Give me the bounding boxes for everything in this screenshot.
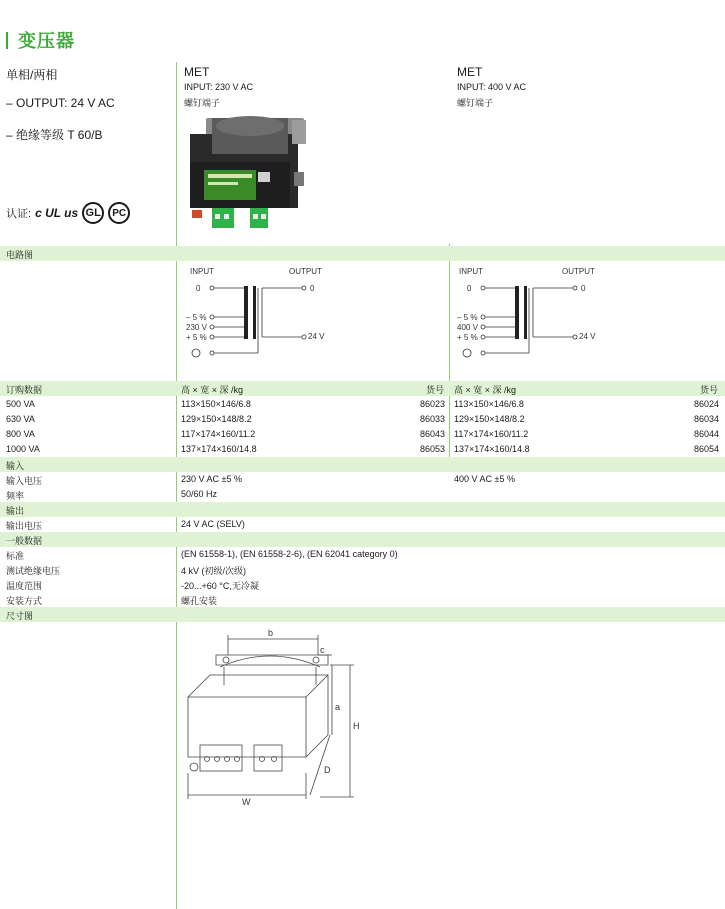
- circuit-diagram-400v: [455, 264, 615, 364]
- dim-b: b: [268, 628, 274, 638]
- order-dims-1: 113×150×146/6.8: [181, 399, 251, 409]
- spec-row: [0, 547, 725, 562]
- dim-c: c: [320, 645, 325, 655]
- order-power: 630 VA: [6, 414, 35, 424]
- spec-label: 输出电压: [6, 521, 43, 531]
- spec-label: 输入电压: [6, 476, 43, 486]
- order-power: 1000 VA: [6, 444, 40, 454]
- section-circuit: [0, 246, 725, 261]
- order-row: [0, 397, 725, 412]
- section-general-label: 一般数据: [6, 536, 43, 546]
- section-input: [0, 457, 725, 472]
- section-input-label: 输入: [6, 461, 25, 471]
- spec-value-1: -20...+60 °C,无冷凝: [181, 581, 259, 591]
- spec-row: [0, 472, 725, 487]
- order-dims-2: 117×174×160/11.2: [454, 429, 529, 439]
- dim-W: W: [242, 797, 251, 805]
- order-power: 800 VA: [6, 429, 35, 439]
- spec-value-1: 50/60 Hz: [181, 489, 218, 499]
- section-order-label: 订购数据: [6, 385, 43, 395]
- title-bar: [6, 32, 8, 49]
- order-dims-1: 137×174×160/14.8: [181, 444, 257, 454]
- circuit1-out0: 0: [310, 284, 315, 293]
- spec-value-2: 400 V AC ±5 %: [454, 474, 515, 484]
- output-spec: – OUTPUT: 24 V AC: [6, 96, 115, 110]
- spec-value-1: 24 V AC (SELV): [181, 519, 245, 529]
- spec-value-1: 230 V AC ±5 %: [181, 474, 242, 484]
- circuit2-input-label: INPUT: [459, 267, 483, 276]
- ul-cert-icon: c UL us: [35, 206, 79, 220]
- spec-label: 测试绝缘电压: [6, 566, 61, 576]
- product1-input: INPUT: 230 V AC: [184, 82, 254, 92]
- spec-row: [0, 562, 725, 577]
- order-dims-1: 129×150×148/8.2: [181, 414, 252, 424]
- spec-label: 标准: [6, 551, 25, 561]
- circuit2-m5: – 5 %: [457, 313, 478, 322]
- order-dims-1: 117×174×160/11.2: [181, 429, 256, 439]
- order-dims-2: 129×150×148/8.2: [454, 414, 525, 424]
- spec-value-1: (EN 61558-1), (EN 61558-2-6), (EN 62041 category 0): [181, 549, 398, 559]
- gl-cert-icon: GL: [82, 202, 104, 224]
- title-text: 变压器: [18, 31, 75, 51]
- spec-label: 安装方式: [6, 596, 43, 606]
- order-part-header-2: 货号: [700, 385, 719, 395]
- circuit2-in0: 0: [467, 284, 472, 293]
- circuit1-m5: – 5 %: [186, 313, 207, 322]
- section-dimension: [0, 607, 725, 622]
- spec-row: [0, 517, 725, 532]
- order-row: [0, 427, 725, 442]
- spec-row: [0, 592, 725, 607]
- cert-label: 认证:: [6, 208, 32, 220]
- section-general: [0, 532, 725, 547]
- product2-name: MET: [457, 65, 483, 79]
- section-output-label: 输出: [6, 506, 25, 516]
- spec-value-1: 4 kV (初级/次级): [181, 566, 247, 576]
- order-dims-2: 137×174×160/14.8: [454, 444, 530, 454]
- section-dimension-label: 尺寸图: [6, 611, 34, 621]
- page-title: [6, 27, 75, 53]
- circuit2-voltage: 400 V: [457, 323, 478, 332]
- circuit-diagram-230v: [182, 264, 342, 364]
- order-part-1: 86033: [420, 414, 446, 424]
- order-part-header-1: 货号: [426, 385, 445, 395]
- order-part-2: 86034: [694, 414, 720, 424]
- order-part-2: 86044: [694, 429, 720, 439]
- order-part-2: 86024: [694, 399, 720, 409]
- product2-input: INPUT: 400 V AC: [457, 82, 527, 92]
- spec-row: [0, 487, 725, 502]
- spec-label: 频率: [6, 491, 25, 501]
- order-power: 500 VA: [6, 399, 35, 409]
- spec-value-1: 螺孔安装: [181, 596, 218, 606]
- product2-terminal: 螺钉端子: [457, 98, 494, 108]
- order-row: [0, 442, 725, 457]
- order-part-1: 86053: [420, 444, 446, 454]
- circuit1-input-label: INPUT: [190, 267, 214, 276]
- dim-D: D: [324, 765, 331, 775]
- order-part-1: 86043: [420, 429, 446, 439]
- spec-label: 温度范围: [6, 581, 43, 591]
- certifications: [6, 202, 130, 224]
- transformer-photo: [182, 112, 318, 232]
- circuit1-in0: 0: [196, 284, 201, 293]
- dim-a: a: [335, 702, 341, 712]
- product1-terminal: 螺钉端子: [184, 98, 221, 108]
- order-part-2: 86054: [694, 444, 720, 454]
- order-part-1: 86023: [420, 399, 446, 409]
- dim-H: H: [353, 721, 360, 731]
- section-circuit-label: 电路图: [6, 250, 34, 260]
- circuit1-out24: 24 V: [308, 332, 325, 341]
- circuit2-p5: + 5 %: [457, 333, 478, 342]
- order-dims-2: 113×150×146/6.8: [454, 399, 524, 409]
- order-dims-header-1: 高 × 宽 × 深 /kg: [181, 385, 244, 395]
- circuit1-output-label: OUTPUT: [289, 267, 322, 276]
- circuit2-out24: 24 V: [579, 332, 596, 341]
- circuit1-voltage: 230 V: [186, 323, 207, 332]
- order-dims-header-2: 高 × 宽 × 深 /kg: [454, 385, 517, 395]
- product1-name: MET: [184, 65, 210, 79]
- spec-row: [0, 577, 725, 592]
- circuit2-out0: 0: [581, 284, 586, 293]
- dimension-drawing: [180, 625, 380, 805]
- pc-cert-icon: PC: [108, 202, 130, 224]
- phase-spec: 单相/两相: [6, 68, 58, 82]
- section-order: [0, 381, 725, 396]
- circuit2-output-label: OUTPUT: [562, 267, 595, 276]
- order-row: [0, 412, 725, 427]
- insulation-spec: – 绝缘等级 T 60/B: [6, 128, 103, 142]
- circuit1-p5: + 5 %: [186, 333, 207, 342]
- section-output: [0, 502, 725, 517]
